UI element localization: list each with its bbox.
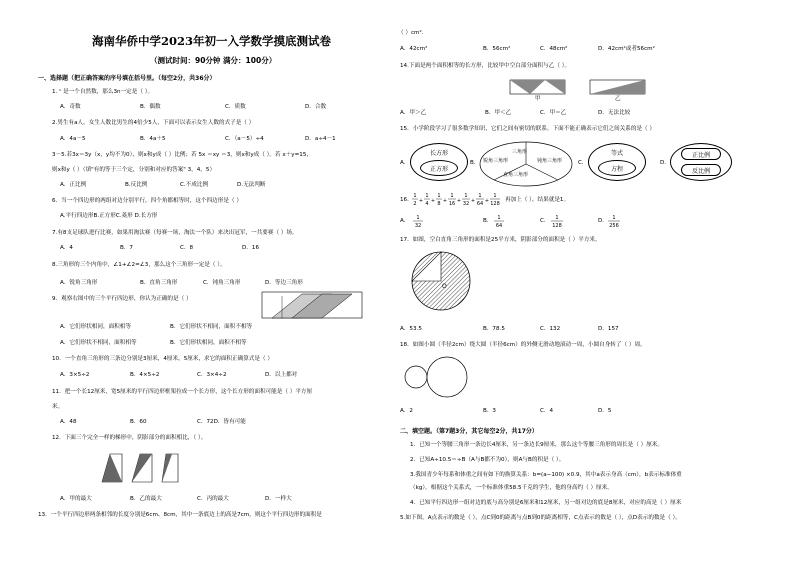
q15-b-center-label: 三角形: [512, 149, 528, 155]
q15-c-inner-label: 方程: [610, 165, 623, 173]
q11-option-a: A．48: [60, 419, 77, 425]
q9-option-b1: B．它们形状不相同，面积不相等: [170, 324, 253, 330]
svg-text:+: +: [456, 198, 462, 204]
question-3-line1: 3－5.若3x＝3y（x，y均不为0），则x和y成（ ）比例；若 5x ＝xy ＝3，则x和y成（ ）。若 x＋y=15，: [52, 152, 313, 158]
q14-option-c: C．甲＝乙: [540, 110, 567, 116]
svg-text:32: 32: [414, 223, 422, 229]
q16-option-c: C．: [540, 218, 550, 224]
svg-text:+: +: [470, 198, 476, 204]
q3-option-d: D.无法判断: [237, 182, 266, 188]
q3-option-a: A．正比例: [60, 182, 87, 188]
svg-text:1: 1: [425, 193, 429, 199]
q8-option-c: C．钝角三角形: [203, 280, 241, 286]
q15-option-a: A．: [400, 160, 410, 166]
q8-option-d: D．等边三角形: [265, 280, 303, 286]
q14-label-jia: 甲: [535, 96, 541, 102]
question-3-line2: 则x和y（ ）（填"有的等于三个定，分别和对应的答案" 3，4，5）: [52, 167, 216, 173]
q18-option-a: A．2: [400, 408, 413, 414]
question-1: 1. ⁿ 是一个自然数，那么3n一定是（ ）。: [52, 89, 154, 95]
svg-text:128: 128: [552, 223, 562, 229]
svg-text:1: 1: [497, 215, 501, 221]
svg-text:O: O: [442, 283, 447, 290]
q1-option-d: D．合数: [305, 104, 327, 110]
q7-option-d: D．16: [242, 245, 260, 251]
question-11-line1: 11．把一个长12厘米，宽5厘米的平行四边形框架拉成一个长方形，这个长方形的面积可能是（ ）平方厘: [52, 389, 313, 395]
q14-rectangles-figure: [510, 78, 660, 100]
q13-option-d: D．42cm²或者56cm²: [598, 46, 655, 52]
q12-trapezoids-figure: [100, 452, 180, 488]
q15-b-acute-label: 锐角三角形: [483, 158, 509, 164]
q15-d-label-direct: 正比例: [691, 151, 710, 159]
question-15: 15．小学阶段学习了很多数学知识，它们之间有密切的联系。下面不能正确表示它们之间关系的是（ ）: [400, 126, 656, 132]
q14-option-b: B．甲＜乙: [485, 110, 512, 116]
q9-option-a1: A．它们形状相同，面积相等: [60, 324, 131, 330]
q15-a-inner-oval: [420, 160, 458, 176]
page-subtitle: （测试时间：90分钟 满分：100分）: [150, 56, 277, 65]
q9-option-b2: B．它们形状相同，面积不相等: [170, 340, 247, 346]
question-7: 7.有8支足球队进行比赛，如果用淘汰赛（每赛一场，淘汰一个队）来决出冠军，一共要赛（ ）场。: [52, 230, 298, 236]
q16-option-a: A．: [400, 218, 410, 224]
question-8: 8.三角形的三个内角中，∠1+∠2=∠3，那么这个三角形一定是（ ）。: [52, 262, 226, 268]
svg-text:128: 128: [490, 201, 500, 207]
fill-question-3-line2: （kg），根据这个关系式，一个标准体重58.5千克的学生，他的身高约（ ）厘米。: [410, 485, 613, 491]
q1-option-b: B．偶数: [140, 104, 161, 110]
svg-text:16: 16: [448, 201, 456, 207]
svg-text:1: 1: [493, 193, 497, 199]
q1-option-a: A．奇数: [60, 104, 81, 110]
svg-text:1: 1: [555, 215, 559, 221]
q17-option-b: B．78.5: [483, 326, 505, 332]
svg-text:1: 1: [464, 193, 468, 199]
q18-option-b: B．3: [483, 408, 496, 414]
q7-option-c: C．8: [180, 245, 194, 251]
question-2: 2.男生有a人，女生人数比男生的4倍少5人，下面可以表示女生人数的式子是（ ）: [52, 120, 255, 126]
q14-option-d: D．无法比较: [598, 110, 631, 116]
q10-option-c: C．3×4÷2: [197, 372, 227, 378]
question-14: 14.下面是两个面积相等的长方形，比较甲中空白部分面积与乙（ ）。: [400, 63, 571, 69]
q15-b-right-label: 直角三角形: [503, 172, 529, 178]
q16-option-d: D．: [598, 218, 608, 224]
q9-parallelograms-figure: [262, 292, 367, 322]
svg-text:1: 1: [612, 215, 616, 221]
question-9: 9．观察右图中的三个平行四边形，你认为正确的是（ ）: [52, 296, 192, 302]
q15-option-c: C．: [578, 160, 588, 166]
q7-option-a: A．4: [60, 245, 73, 251]
q15-d-label-inverse: 反比例: [691, 167, 710, 175]
question-16-text: 再加上（ ），结果就是1。: [505, 197, 570, 203]
q15-a-inner-label: 正方形: [429, 165, 448, 173]
q17-circle-figure: [410, 250, 472, 312]
svg-text:8: 8: [437, 201, 441, 207]
fill-question-3-line1: 3.我国青少年每系和体重之间有如下的换算关系：b=(a−100) ×0.9，其中a表示身高（cm），b表示标准体重: [410, 472, 682, 478]
q17-option-c: C．132: [540, 326, 561, 332]
q14-label-yi: 乙: [615, 96, 621, 102]
q15-a-outer-label: 长方形: [429, 150, 448, 157]
q11-option-c: C．72D．皆有可能: [197, 419, 246, 425]
q15-c-outer-label: 等式: [610, 150, 623, 157]
svg-text:32: 32: [462, 201, 470, 207]
q1-option-c: C．质数: [225, 104, 246, 110]
section-title-fill: 二、填空题。（第7题3分，其它每空2分，共17分）: [400, 428, 538, 435]
svg-text:1: 1: [413, 193, 417, 199]
q10-option-b: B．4×5÷2: [130, 372, 160, 378]
question-16-number: 16．: [400, 197, 413, 203]
q13-option-a: A．42cm²: [400, 46, 428, 52]
q18-circles-figure: [404, 355, 468, 403]
svg-text:+: +: [442, 198, 448, 204]
fill-question-4: 4．已知平行四边形一组对边的底与高分别是6厘米和12厘米，另一组对边的底是8厘米，对应的高是（ ）厘米: [410, 500, 682, 506]
q15-d-box-direct: [681, 148, 721, 160]
q10-option-d: D．以上都对: [265, 372, 298, 378]
q15-option-d: D．: [660, 160, 670, 166]
q11-option-b: B．60: [130, 419, 147, 425]
q2-option-a: A．4a－5: [60, 136, 86, 142]
svg-text:1: 1: [478, 193, 482, 199]
q18-option-c: C．4: [540, 408, 554, 414]
question-11-line2: 米。: [52, 404, 64, 410]
svg-text:+: +: [418, 198, 424, 204]
q17-option-a: A．53.5: [400, 326, 422, 332]
q12-option-b: B．乙的最大: [130, 496, 162, 502]
section-title-choice: 一、选择题（把正确答案的序号填在括号里。（每空2分，共36分）: [38, 75, 216, 82]
question-10: 10．一个直角三角形的三条边分别是3厘米，4厘米，5厘米，求它的面积正确算式是（ ）: [52, 356, 273, 362]
q17-option-d: D．157: [598, 326, 619, 332]
q13-option-c: C．48cm²: [540, 46, 568, 52]
q6-options: A.平行四边形B.正方形C.菱形 D.长方形: [60, 213, 158, 219]
q12-option-c: C．丙的最大: [197, 496, 229, 502]
q16-option-b: B．: [483, 218, 493, 224]
svg-text:64: 64: [476, 201, 484, 207]
svg-text:2: 2: [413, 201, 417, 207]
page-title: 海南华侨中学2023年初一入学数学摸底测试卷: [92, 34, 332, 48]
q8-option-b: B．直角三角形: [140, 280, 178, 286]
q15-option-b: B．: [470, 160, 480, 166]
q12-option-a: A．甲的最大: [60, 496, 92, 502]
q15-b-obtuse-label: 钝角三角形: [537, 158, 563, 164]
svg-text:4: 4: [425, 201, 429, 207]
q13-option-b: B．56cm²: [483, 46, 511, 52]
q2-option-c: C．（a－5）÷4: [225, 136, 264, 142]
question-17: 17．如图，空白直角三角形的面积是25平方米，阴影部分的面积是（ ）平方米。: [400, 237, 601, 243]
q15-c-inner-oval: [598, 160, 636, 176]
q15-d-box-inverse: [681, 164, 721, 176]
q9-option-a2: A．它们形状不相同，面积相等: [60, 340, 137, 346]
svg-text:1: 1: [416, 215, 420, 221]
q14-option-a: A．甲＞乙: [400, 110, 427, 116]
question-6: 6．当一个四边形的两组对边分别平行，四个角都相等时，这个四边形是（ ）: [52, 198, 242, 204]
svg-text:1: 1: [450, 193, 454, 199]
q3-option-c: C.不成比例: [180, 182, 209, 188]
q10-option-a: A．3×5÷2: [60, 372, 90, 378]
svg-text:+: +: [430, 198, 436, 204]
svg-text:256: 256: [609, 223, 619, 229]
q2-option-b: B．4a＋5: [140, 136, 166, 142]
q12-option-d: D．一样大: [265, 496, 292, 502]
question-12: 12．下面三个完全一样的梯形中，阴影部分的面积相比，（ ）。: [52, 435, 207, 441]
fill-question-2: 2．已知A÷10.5＝÷B（A与B都不为0），则A与B的积是（ ）。: [410, 457, 565, 463]
svg-text:1: 1: [437, 193, 441, 199]
svg-text:+: +: [484, 198, 490, 204]
q8-option-a: A．锐角三角形: [60, 280, 98, 286]
fill-question-5: 5.如下图，A点表示的数是（ ），点C到0的距离与点B到0的距离相等，C点表示的数是（ ），点D表示的数是（ ）。: [400, 515, 681, 521]
q18-option-d: D．5: [598, 408, 612, 414]
question-13: 13．一个平行四边形两条相邻的长度分别是6cm、8cm，其中一条底边上的高是7cm，则这个平行四边形的面积是: [38, 512, 322, 518]
q7-option-b: B．7: [120, 245, 133, 251]
q13-answer-blank: （ ）cm².: [398, 30, 424, 36]
fill-question-1: 1．已知一个等腰三角形一条边长4厘米，另一条边长9厘米，那么这个等腰三角形的周长是（ ）厘米。: [410, 442, 663, 448]
q16-option-fractions: [412, 212, 652, 232]
q2-option-d: D．a÷4－1: [305, 136, 336, 142]
q3-option-b: B.反比例: [125, 182, 148, 188]
question-18: 18．如图小圆（半径2cm）绕大圆（半径6cm）的外侧无滑动地滚动一周，小圆自身转了（ ）周。: [400, 342, 646, 348]
svg-text:64: 64: [495, 223, 503, 229]
